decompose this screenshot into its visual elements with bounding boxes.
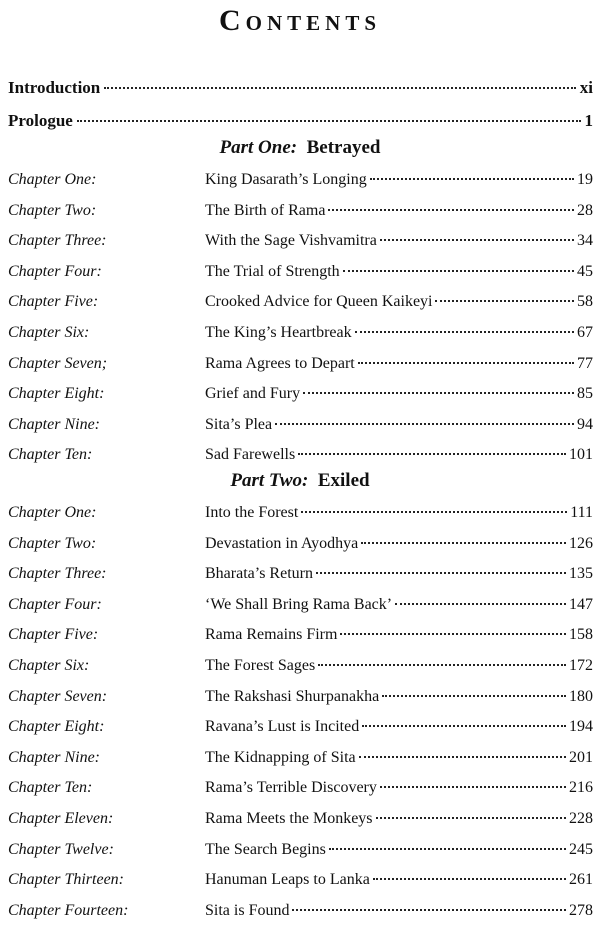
toc-chapter-row[interactable] [8, 596, 593, 626]
chapter-number: Chapter Two: [8, 534, 97, 552]
dot-leader [275, 423, 574, 425]
toc-chapter-row[interactable] [8, 626, 593, 656]
chapter-number: Chapter Thirteen: [8, 871, 124, 889]
page-title: Contents [218, 4, 382, 37]
dot-leader [376, 817, 566, 819]
toc-chapter-row[interactable] [8, 355, 593, 385]
dot-leader [358, 362, 574, 364]
toc-chapter-row[interactable] [8, 504, 593, 534]
part-prefix: Part Two: [230, 470, 309, 491]
chapter-page: 85 [577, 385, 593, 403]
chapter-title: King Dasarath’s Longing [205, 171, 367, 188]
chapter-number: Chapter One: [8, 171, 97, 188]
chapter-entry [205, 718, 593, 736]
chapter-entry [205, 535, 593, 553]
chapter-title: Grief and Fury [205, 385, 301, 403]
toc-chapter-row[interactable] [8, 871, 593, 901]
chapter-entry [205, 355, 593, 373]
chapter-page: 58 [577, 293, 593, 311]
chapter-page: 19 [577, 171, 593, 188]
dot-leader [373, 878, 566, 880]
toc-chapter-row[interactable] [8, 657, 593, 687]
chapter-title: Sita’s Plea [205, 415, 273, 433]
chapter-title: Ravana’s Lust is Incited [205, 718, 360, 736]
dot-leader [355, 331, 574, 333]
chapter-number: Chapter Three: [8, 565, 107, 583]
toc-chapter-row[interactable] [8, 416, 593, 446]
dot-leader [435, 300, 574, 302]
chapter-number: Chapter Six: [8, 657, 90, 674]
entry-page: xi [579, 78, 593, 97]
chapter-entry [205, 871, 593, 889]
chapter-title: Sita is Found [205, 901, 290, 919]
chapter-page: 101 [569, 446, 593, 464]
toc-entry-prologue[interactable] [8, 111, 593, 131]
chapter-entry [205, 171, 593, 189]
chapter-entry [205, 504, 593, 522]
dot-leader [362, 725, 566, 727]
chapter-entry [205, 385, 593, 403]
chapter-page: 67 [577, 324, 593, 341]
chapter-number: Chapter Six: [8, 324, 90, 341]
toc-chapter-row[interactable] [8, 779, 593, 809]
chapter-entry [205, 810, 593, 828]
part-prefix: Part One: [219, 137, 298, 158]
chapter-page: 245 [569, 840, 593, 858]
chapter-entry [205, 902, 593, 920]
toc-chapter-row[interactable] [8, 902, 593, 932]
chapter-number: Chapter Ten: [8, 779, 93, 797]
chapter-title: The Rakshasi Shurpanakha [205, 687, 380, 705]
chapter-entry [205, 263, 593, 281]
part-heading [0, 470, 600, 492]
chapter-number: Chapter Nine: [8, 748, 100, 766]
dot-leader [316, 572, 566, 574]
chapter-page: 77 [577, 354, 593, 372]
part-name: Exiled [317, 470, 370, 491]
dot-leader [361, 542, 566, 544]
part-name: Betrayed [306, 137, 381, 158]
chapter-entry [205, 324, 593, 342]
chapter-page: 111 [570, 504, 593, 521]
chapter-entry [205, 202, 593, 220]
toc-chapter-row[interactable] [8, 718, 593, 748]
chapter-entry [205, 657, 593, 675]
chapter-page: 194 [569, 718, 593, 736]
chapter-title: With the Sage Vishvamitra [205, 232, 377, 250]
entry-label: Introduction [8, 78, 101, 97]
toc-chapter-row[interactable] [8, 293, 593, 323]
chapter-title: Bharata’s Return [205, 565, 313, 583]
chapter-title: ‘We Shall Bring Rama Back’ [205, 595, 393, 613]
dot-leader [104, 87, 576, 89]
chapter-entry [205, 446, 593, 464]
toc-chapter-row[interactable] [8, 810, 593, 840]
toc-chapter-row[interactable] [8, 263, 593, 293]
toc-chapter-row[interactable] [8, 841, 593, 871]
chapter-entry [205, 688, 593, 706]
toc-chapter-row[interactable] [8, 202, 593, 232]
chapter-number: Chapter Seven: [8, 687, 108, 705]
chapter-number: Chapter Fourteen: [8, 901, 129, 919]
dot-leader [370, 178, 574, 180]
dot-leader [340, 633, 566, 635]
chapter-page: 34 [577, 232, 593, 250]
chapter-title: Crooked Advice for Queen Kaikeyi [205, 293, 433, 311]
chapter-entry [205, 293, 593, 311]
chapter-page: 94 [577, 415, 593, 433]
chapter-page: 147 [569, 595, 593, 613]
chapter-page: 261 [569, 871, 593, 889]
chapter-page: 216 [569, 779, 593, 797]
chapter-page: 228 [569, 810, 593, 827]
chapter-entry [205, 779, 593, 797]
dot-leader [292, 909, 566, 911]
chapter-entry [205, 596, 593, 614]
chapter-entry [205, 841, 593, 859]
chapter-number: Chapter Five: [8, 293, 99, 311]
dot-leader [359, 756, 566, 758]
dot-leader [301, 511, 567, 513]
dot-leader [380, 239, 574, 241]
chapter-number: Chapter Ten: [8, 446, 93, 464]
toc-entry-introduction[interactable] [8, 78, 593, 98]
chapter-entry [205, 232, 593, 250]
dot-leader [382, 695, 566, 697]
toc-chapter-row[interactable] [8, 324, 593, 354]
chapter-page: 135 [569, 565, 593, 583]
chapter-page: 180 [569, 687, 593, 705]
chapter-title: Devastation in Ayodhya [205, 534, 359, 552]
chapter-number: Chapter Three: [8, 232, 107, 250]
chapter-title: Rama Agrees to Depart [205, 354, 355, 372]
chapter-page: 45 [577, 262, 593, 280]
chapter-title: The Trial of Strength [205, 262, 340, 280]
dot-leader [303, 392, 574, 394]
dot-leader [395, 603, 566, 605]
part-heading [0, 137, 600, 159]
chapter-title: Rama Remains Firm [205, 626, 338, 644]
chapter-title: Rama Meets the Monkeys [205, 810, 373, 827]
chapter-title: The Forest Sages [205, 657, 316, 674]
chapter-page: 158 [569, 626, 593, 644]
toc-chapter-row[interactable] [8, 535, 593, 565]
dot-leader [298, 453, 566, 455]
chapter-page: 172 [569, 657, 593, 674]
toc-chapter-row[interactable] [8, 232, 593, 262]
dot-leader [77, 120, 581, 122]
chapter-entry [205, 749, 593, 767]
chapter-title: Into the Forest [205, 504, 299, 521]
dot-leader [329, 848, 566, 850]
chapter-page: 201 [569, 748, 593, 766]
chapter-number: Chapter Seven; [8, 354, 108, 372]
chapter-entry [205, 565, 593, 583]
chapter-title: The Search Begins [205, 840, 326, 858]
chapter-title: Hanuman Leaps to Lanka [205, 871, 370, 889]
chapter-number: Chapter Eight: [8, 718, 105, 736]
toc-chapter-row[interactable] [8, 688, 593, 718]
toc-chapter-row[interactable] [8, 385, 593, 415]
chapter-title: Sad Farewells [205, 446, 296, 464]
dot-leader [380, 786, 566, 788]
dot-leader [318, 664, 566, 666]
chapter-number: Chapter Four: [8, 595, 102, 613]
chapter-number: Chapter Two: [8, 201, 97, 219]
chapter-page: 126 [569, 534, 593, 552]
entry-label: Prologue [8, 111, 73, 130]
chapter-number: Chapter Five: [8, 626, 99, 644]
chapter-page: 278 [569, 901, 593, 919]
chapter-entry [205, 626, 593, 644]
toc-chapter-row[interactable] [8, 565, 593, 595]
chapter-number: Chapter Nine: [8, 415, 100, 433]
chapter-number: Chapter Eleven: [8, 810, 114, 827]
chapter-page: 28 [577, 201, 593, 219]
toc-chapter-row[interactable] [8, 749, 593, 779]
chapter-number: Chapter One: [8, 504, 97, 521]
chapter-title: Rama’s Terrible Discovery [205, 779, 377, 797]
chapter-entry [205, 416, 593, 434]
dot-leader [328, 209, 574, 211]
toc-chapter-row[interactable] [8, 171, 593, 201]
chapter-number: Chapter Four: [8, 262, 102, 280]
chapter-number: Chapter Twelve: [8, 840, 114, 858]
chapter-title: The Kidnapping of Sita [205, 748, 356, 766]
chapter-title: The King’s Heartbreak [205, 324, 352, 341]
dot-leader [343, 270, 574, 272]
chapter-number: Chapter Eight: [8, 385, 105, 403]
entry-page: 1 [584, 111, 593, 130]
chapter-title: The Birth of Rama [205, 201, 326, 219]
